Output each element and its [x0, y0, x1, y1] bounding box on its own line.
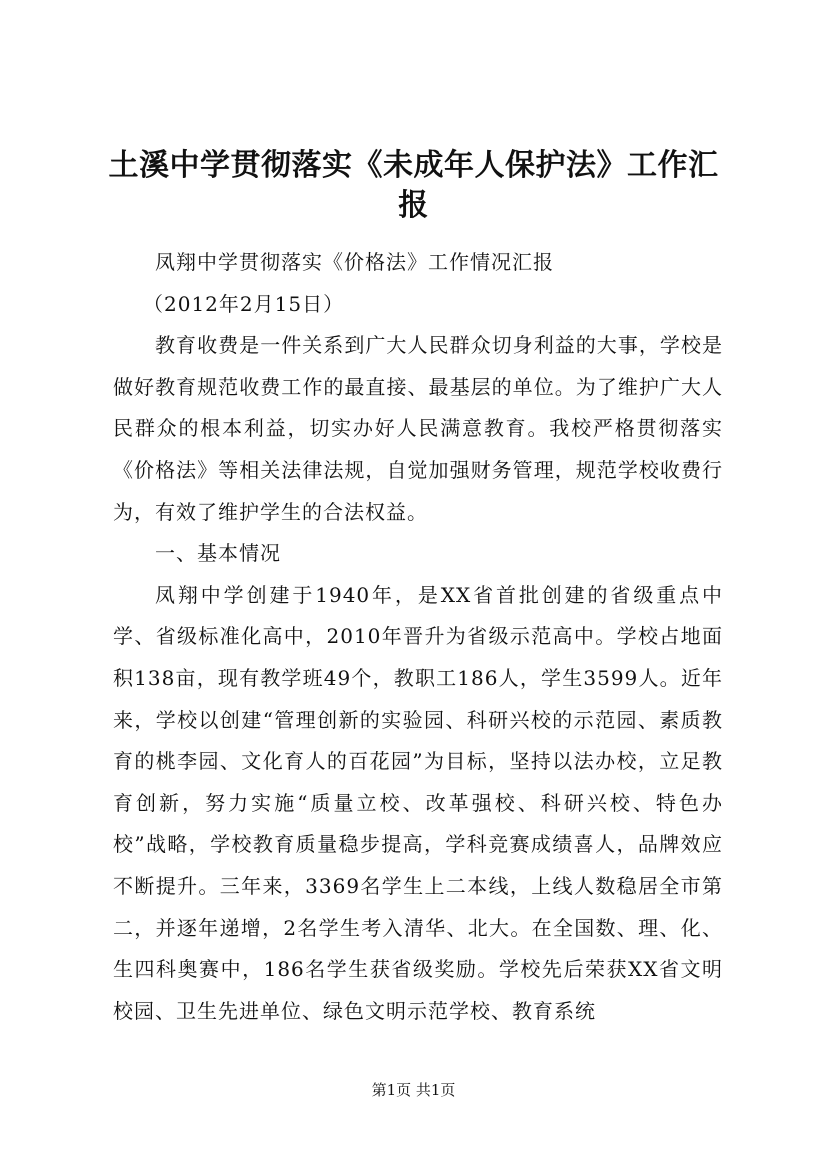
- paragraph-basic-info: 凤翔中学创建于1940年，是XX省首批创建的省级重点中学、省级标准化高中，2010年晋升为省级示范高中。学校占地面积138亩，现有教学班49个，教职工186人，学生3599人。近年来，学校以创建“管理创新的实验园、科研兴校的示范园、素质教育的桃李园、文化育人的百花园”为目标，坚持以法办校，立足教育创新，努力实施“质量立校、改革强校、科研兴校、特色办校”战略，学校教育质量稳步提高，学科竞赛成绩喜人，品牌效应不断提升。三年来，3369名学生上二本线，上线人数稳居全市第二，并逐年递增，2名学生考入清华、北大。在全国数、理、化、生四科奥赛中，186名学生获省级奖励。学校先后荣获XX省文明校园、卫生先进单位、绿色文明示范学校、教育系统: [113, 582, 723, 1023]
- document-body: [113, 242, 723, 1032]
- document-title: 土溪中学贯彻落实《未成年人保护法》工作汇报: [108, 148, 719, 223]
- section-heading-basic: 一、基本情况: [155, 541, 281, 566]
- paragraph-intro: 教育收费是一件关系到广大人民群众切身利益的大事，学校是做好教育规范收费工作的最直接、最基层的单位。为了维护广大人民群众的根本利益，切实办好人民满意教育。我校严格贯彻落实《价格法》等相关法律法规，自觉加强财务管理，规范学校收费行为，有效了维护学生的合法权益。: [113, 333, 723, 524]
- page-footer: 第1页 共1页: [371, 1081, 456, 1099]
- date-line: （2012年2月15日）: [143, 291, 345, 316]
- subtitle-line: 凤翔中学贯彻落实《价格法》工作情况汇报: [155, 250, 554, 274]
